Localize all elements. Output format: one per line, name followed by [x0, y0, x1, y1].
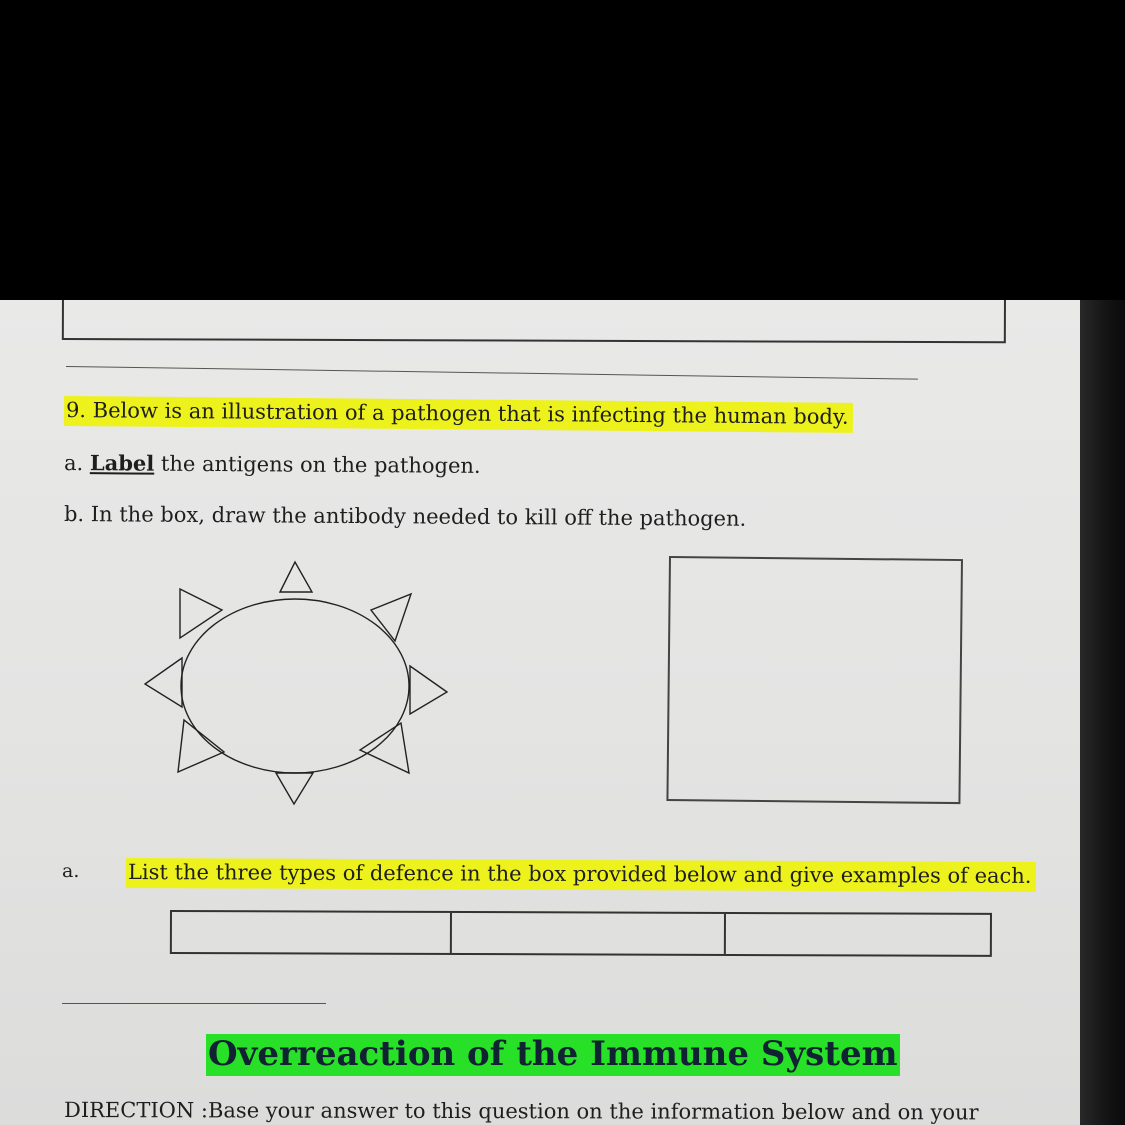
separator-line	[66, 366, 918, 380]
question-9-prompt	[64, 398, 853, 429]
separator-line-short	[62, 1003, 326, 1004]
previous-answer-box	[62, 300, 1006, 343]
antigen-top-right	[371, 594, 411, 641]
pathogen-body	[181, 599, 409, 773]
question-9-text: Below is an illustration of a pathogen that is infecting the human body.	[92, 398, 849, 429]
defence-cell-1[interactable]	[172, 912, 452, 953]
pathogen-illustration	[135, 552, 455, 812]
antigen-bottom-right	[360, 723, 409, 773]
antigen-top	[280, 562, 312, 592]
question-9b: b. In the box, draw the antibody needed to kill off the pathogen.	[63, 502, 747, 531]
defence-question	[126, 860, 1036, 888]
defence-question-text: List the three types of defence in the box provided below and give examples of each.	[126, 858, 1036, 892]
defence-table	[170, 910, 992, 957]
defence-cell-2[interactable]	[452, 913, 726, 954]
screen-bezel-right	[1078, 300, 1125, 1125]
antigen-right	[410, 666, 447, 714]
question-9-highlight	[64, 396, 853, 433]
question-9a-bold: Label	[89, 450, 155, 476]
question-9a	[64, 450, 481, 478]
question-9-number: 9.	[65, 398, 87, 423]
antigen-left	[145, 658, 182, 707]
question-9a-prefix: a.	[63, 451, 84, 476]
antibody-drawing-box[interactable]	[666, 556, 963, 804]
defence-cell-3[interactable]	[726, 914, 990, 955]
antigen-bottom-left	[178, 720, 224, 772]
worksheet-page	[0, 300, 1080, 1125]
section-title: Overreaction of the Immune System	[208, 1034, 898, 1074]
direction-text: DIRECTION :Base your answer to this question on the information below and on your	[63, 1098, 979, 1125]
question-9a-rest: the antigens on the pathogen.	[160, 451, 481, 478]
antigen-bottom	[276, 773, 313, 804]
black-background-top	[0, 0, 1125, 302]
defence-question-label: a.	[62, 860, 80, 882]
antigen-top-left	[180, 589, 222, 638]
